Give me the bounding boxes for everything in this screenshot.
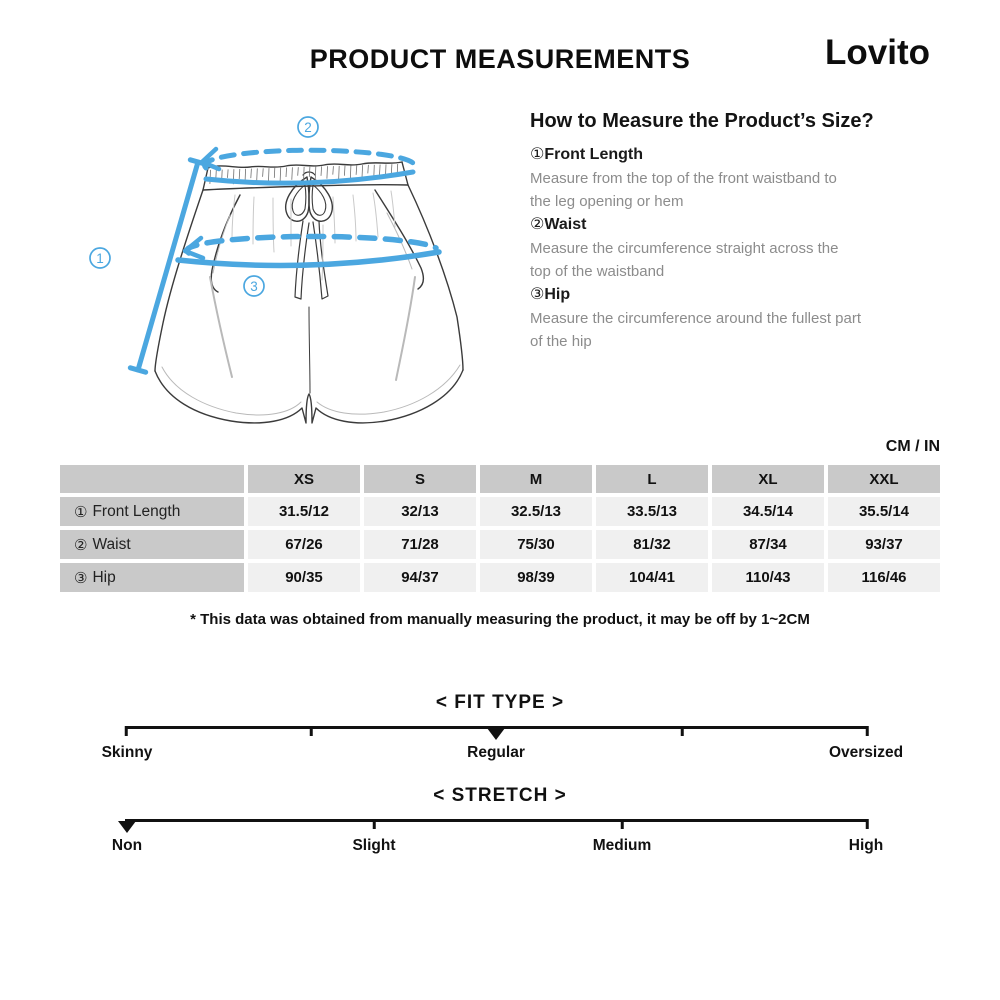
measure-item-label: ①Front Length <box>530 146 643 163</box>
size-column-header: S <box>364 465 476 493</box>
how-to-heading: How to Measure the Product’s Size? <box>530 110 874 132</box>
stretch-label-non: Non <box>111 837 143 854</box>
table-cell: 81/32 <box>596 530 708 559</box>
measure-item-label: ③Hip <box>530 286 571 303</box>
svg-text:1: 1 <box>96 250 104 266</box>
table-corner-cell <box>60 465 244 493</box>
circled-number: ③ <box>74 569 88 587</box>
measure-item-hip <box>530 283 960 353</box>
table-cell: 31.5/12 <box>248 497 360 526</box>
circled-number: ③ <box>530 286 545 303</box>
size-column-header: M <box>480 465 592 493</box>
shorts-diagram <box>70 105 510 435</box>
table-cell: 32/13 <box>364 497 476 526</box>
shorts-shading <box>162 191 460 415</box>
measure-item-desc: the leg opening or hem <box>530 193 684 210</box>
measure-item-desc: Measure the circumference around the fullest part <box>530 310 862 327</box>
size-column-header: L <box>596 465 708 493</box>
table-cell: 90/35 <box>248 563 360 592</box>
stretch-label-slight: Slight <box>352 837 396 854</box>
annotation-2 <box>298 117 318 137</box>
table-cell: 67/26 <box>248 530 360 559</box>
stretch-label-medium: Medium <box>592 837 652 854</box>
size-column-header: XXL <box>828 465 940 493</box>
size-column-header: XS <box>248 465 360 493</box>
hip-measure-dashed <box>187 236 436 253</box>
table-cell: 35.5/14 <box>828 497 940 526</box>
table-row-label: ③ Hip <box>60 563 244 592</box>
scale-tick <box>310 726 313 736</box>
measure-item-waist <box>530 213 960 283</box>
circled-number: ② <box>74 536 88 554</box>
measure-item-front-length <box>530 143 960 213</box>
table-cell: 116/46 <box>828 563 940 592</box>
fit-type-title: < FIT TYPE > <box>435 692 565 713</box>
table-row-label: ② Waist <box>60 530 244 559</box>
measure-item-desc: of the hip <box>530 333 592 350</box>
table-note: * This data was obtained from manually measuring the product, it may be off by 1~2CM <box>190 611 810 628</box>
fit-type-label-regular: Regular <box>467 744 525 761</box>
front-length-line <box>130 160 205 372</box>
shorts-outline <box>155 162 463 423</box>
circled-number: ① <box>530 146 545 163</box>
size-column-header: XL <box>712 465 824 493</box>
page-title: PRODUCT MEASUREMENTS <box>309 44 691 74</box>
scale-tick <box>125 726 128 736</box>
measure-item-desc: Measure the circumference straight across the <box>530 240 839 257</box>
annotation-1 <box>90 248 110 268</box>
circled-number: ① <box>74 503 88 521</box>
table-cell: 34.5/14 <box>712 497 824 526</box>
stretch-title: < STRETCH > <box>433 785 567 806</box>
stretch-marker-non <box>118 821 136 833</box>
measurement-overlay <box>130 149 439 372</box>
brand-logo: Lovito <box>825 33 930 72</box>
table-cell: 93/37 <box>828 530 940 559</box>
scale-tick <box>681 726 684 736</box>
svg-text:2: 2 <box>304 119 312 135</box>
annotation-circles <box>90 117 318 296</box>
table-cell: 104/41 <box>596 563 708 592</box>
measure-item-label: ②Waist <box>530 216 587 233</box>
table-cell: 32.5/13 <box>480 497 592 526</box>
table-cell: 75/30 <box>480 530 592 559</box>
table-cell: 98/39 <box>480 563 592 592</box>
scale-tick <box>373 819 376 829</box>
how-to-section <box>530 110 960 353</box>
scale-tick <box>866 726 869 736</box>
circled-number: ② <box>530 216 545 233</box>
fit-type-scale <box>0 692 1000 772</box>
table-cell: 87/34 <box>712 530 824 559</box>
fit-type-marker-regular <box>487 728 505 740</box>
annotation-3 <box>244 276 264 296</box>
table-cell: 94/37 <box>364 563 476 592</box>
measure-item-desc: top of the waistband <box>530 263 665 280</box>
scale-tick <box>866 819 869 829</box>
table-row-label: ① Front Length <box>60 497 244 526</box>
table-cell: 110/43 <box>712 563 824 592</box>
stretch-label-high: High <box>848 837 884 854</box>
unit-label: CM / IN <box>885 438 940 455</box>
svg-text:3: 3 <box>250 278 258 294</box>
measure-item-desc: Measure from the top of the front waistband to <box>530 170 837 187</box>
fit-type-label-oversized: Oversized <box>828 744 904 761</box>
table-cell: 71/28 <box>364 530 476 559</box>
fit-type-label-skinny: Skinny <box>101 744 153 761</box>
size-table <box>60 465 940 592</box>
stretch-line <box>125 819 868 822</box>
table-cell: 33.5/13 <box>596 497 708 526</box>
stretch-scale <box>0 785 1000 865</box>
scale-tick <box>621 819 624 829</box>
